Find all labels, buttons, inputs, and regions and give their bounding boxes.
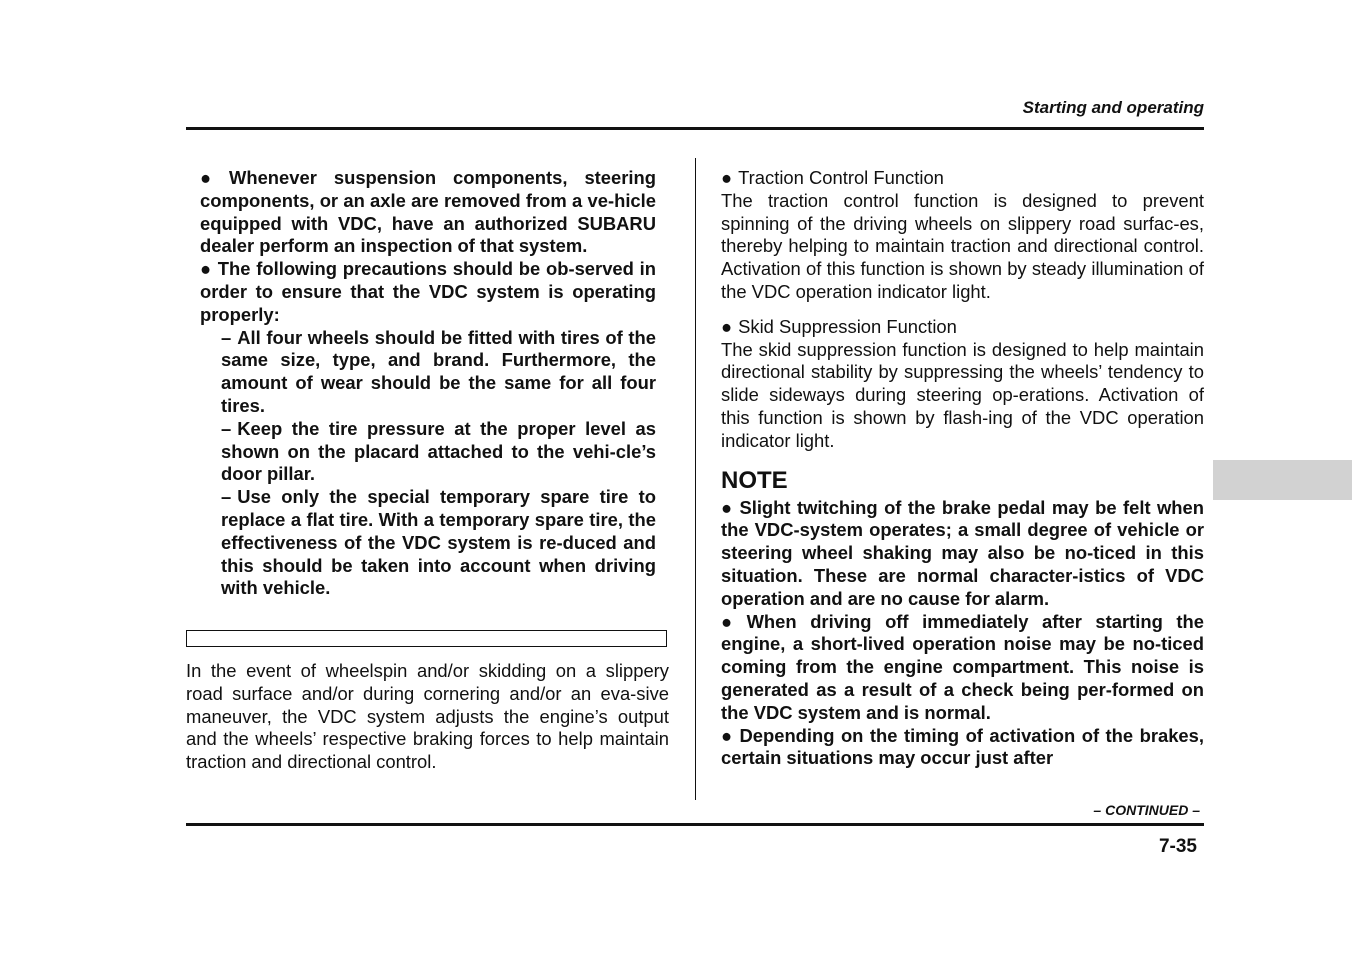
warning-box-end (186, 630, 667, 647)
warning-item: ● Whenever suspension components, steering components, or an axle are removed from a ve-hicle equipped with VDC, have an authorized SUBARU dealer perform an inspection of that system. (200, 167, 656, 257)
precaution-sub-item: – Keep the tire pressure at the proper level as shown on the placard attached to the vehi-cle’s door pillar. (221, 417, 656, 485)
footer-rule (186, 823, 1204, 826)
bullet-icon: ● (721, 315, 733, 337)
bullet-icon: ● (721, 167, 733, 188)
page-number: 7-35 (1158, 836, 1197, 857)
bullet-icon: ● (721, 724, 734, 746)
header-rule (186, 127, 1204, 130)
function-description: The skid suppression function is designed to help maintain directional stability by suppressing the wheels’ tendency to slide sideways during steering op-erations. Activation of this function is shown by flash-ing of the VDC operation indicator light. (721, 338, 1204, 451)
warning-list (200, 167, 656, 600)
chapter-thumb-tab (1213, 460, 1352, 500)
warning-item: ● The following precautions should be ob-served in order to ensure that the VDC system is operating properly: (200, 258, 656, 325)
column-divider (695, 158, 696, 800)
bullet-icon: ● (721, 610, 741, 632)
note-item: ● Depending on the timing of activation of the brakes, certain situations may occur just after (721, 724, 1204, 769)
bullet-icon: ● (200, 167, 223, 188)
note-item: ● Slight twitching of the brake pedal may be felt when the VDC-system operates; a small degree of vehicle or steering wheel shaking may also be no-ticed in this situation. These are normal character-istics of VDC operation and are no cause for alarm. (721, 496, 1204, 609)
bullet-icon: ● (721, 496, 734, 518)
body-paragraph: In the event of wheelspin and/or skidding on a slippery road surface and/or during cornering and/or an eva-sive maneuver, the VDC system adjusts the engine’s output and the wheels’ respective braking forces to help maintain traction and directional control. (186, 660, 669, 773)
function-description: The traction control function is designed to prevent spinning of the driving wheels on slippery road surfac-es, thereby helping to maintain traction and directional control. Activation of this function is shown by steady illumination of the VDC operation indicator light. (721, 189, 1204, 302)
function-title: ● Skid Suppression Function (721, 315, 957, 337)
body-text (186, 660, 669, 774)
right-column (721, 167, 1204, 770)
bullet-icon: ● (200, 258, 212, 280)
section-title: Starting and operating (1022, 98, 1204, 117)
note-heading: NOTE (721, 466, 788, 494)
precaution-sub-item: – Use only the special temporary spare tire to replace a flat tire. With a temporary spare tire, the effectiveness of the VDC system is re-duced and this should be taken into account when driving with vehicle. (221, 486, 656, 599)
continued-label: – CONTINUED – (1093, 802, 1200, 818)
note-item: ● When driving off immediately after starting the engine, a short-lived operation noise may be no-ticed coming from the engine compartment. This noise is generated as a result of a check being per-formed on the VDC system and is normal. (721, 610, 1205, 723)
precaution-sub-item: – All four wheels should be fitted with tires of the same size, type, and brand. Furthermore, the amount of wear should be the same for all four tires. (221, 326, 656, 416)
function-title: ● Traction Control Function (721, 167, 944, 188)
